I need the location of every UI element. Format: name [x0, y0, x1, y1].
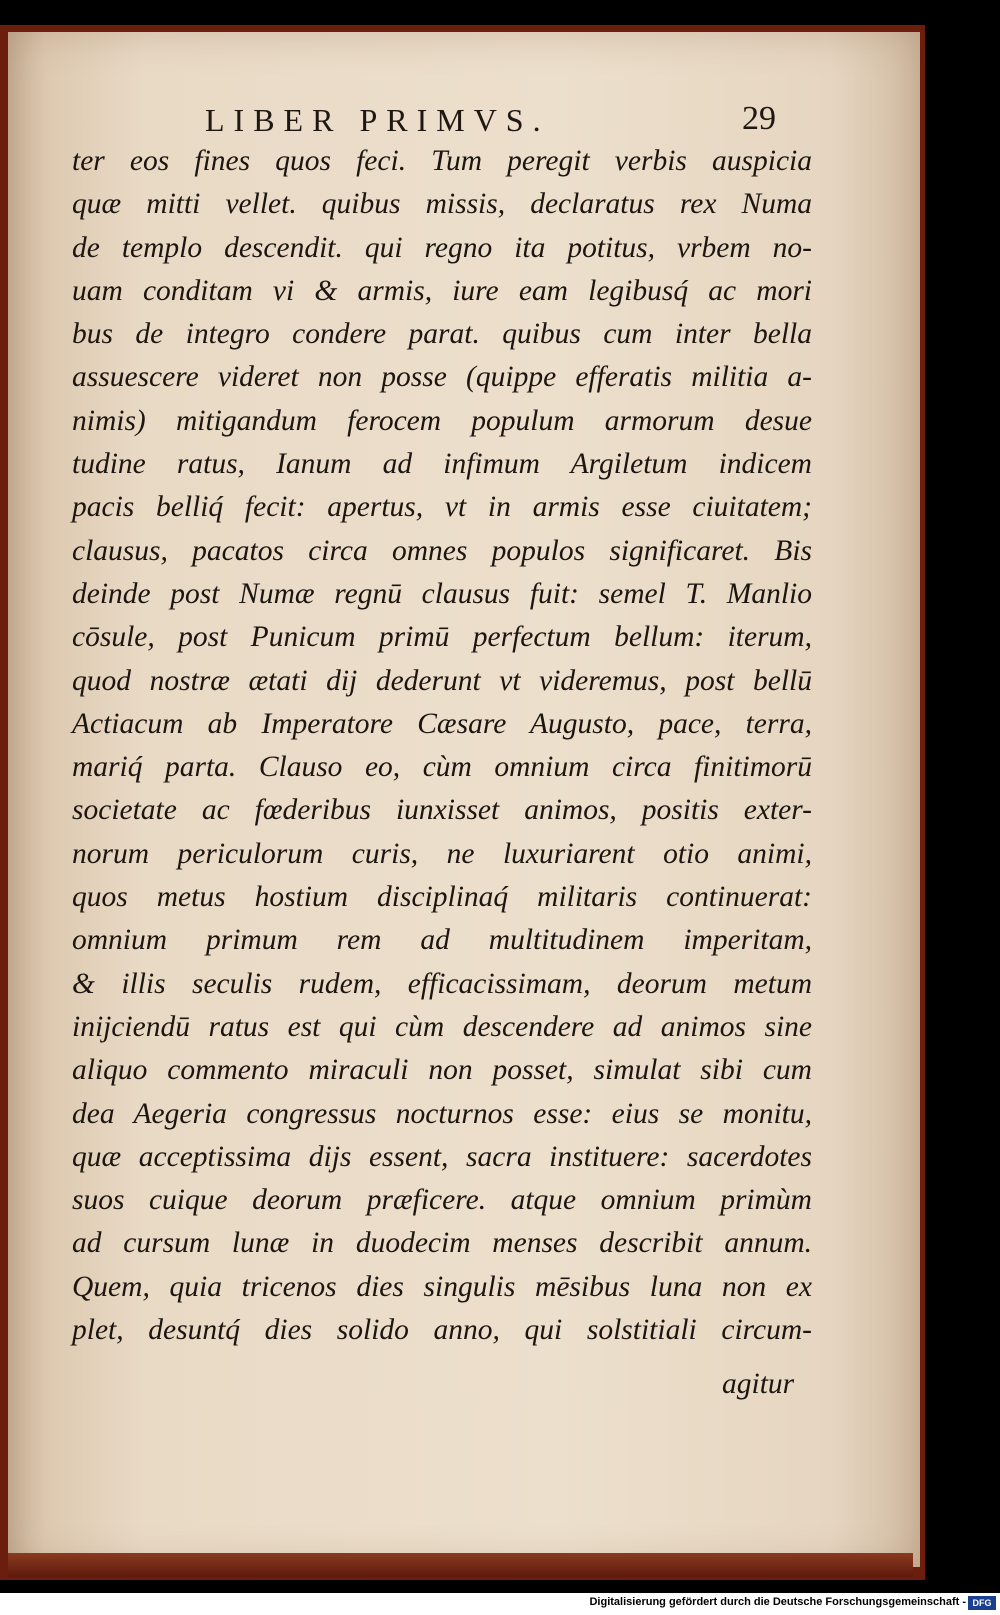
- text-line: nimis) mitigandum ferocem populum armorum desue: [72, 404, 812, 437]
- text-line: mariq́ parta. Clauso eo, cùm omnium circa finitimorū: [72, 751, 812, 784]
- text-line: quæ mitti vellet. quibus missis, declaratus rex Numa: [72, 188, 812, 221]
- footer-bar: [0, 1593, 1000, 1615]
- catchword: agitur: [722, 1368, 795, 1400]
- text-line: bus de integro condere parat. quibus cum inter bella: [72, 318, 812, 351]
- page-number: 29: [742, 100, 776, 137]
- text-line: & illis seculis rudem, efficacissimam, deorum metum: [72, 967, 812, 1000]
- text-line: tudine ratus, Ianum ad infimum Argiletum indicem: [72, 448, 812, 481]
- text-line: ter eos fines quos feci. Tum peregit verbis auspicia: [72, 145, 812, 177]
- dfg-logo-icon: DFG: [968, 1596, 996, 1610]
- text-line: quod nostræ ætati dij dederunt vt videremus, post bellū: [72, 664, 812, 697]
- text-line: norum periculorum curis, ne luxuriarent otio animi,: [72, 837, 812, 870]
- text-line: dea Aegeria congressus nocturnos esse: eius se monitu,: [72, 1097, 812, 1130]
- page-edge: [8, 1553, 913, 1577]
- text-line: omnium primum rem ad multitudinem imperitam,: [72, 924, 812, 957]
- text-line: quos metus hostium disciplinaq́ militaris continuerat:: [72, 881, 812, 914]
- text-line: uam conditam vi & armis, iure eam legibusq́ ac mori: [72, 274, 812, 307]
- text-line: societate ac fœderibus iunxisset animos, positis exter-: [72, 794, 812, 827]
- funding-credit: Digitalisierung gefördert durch die Deutsche Forschungsgemeinschaft -: [589, 1596, 966, 1608]
- text-line: suos cuique deorum præficere. atque omnium primùm: [72, 1184, 812, 1217]
- text-line: quæ acceptissima dijs essent, sacra instituere: sacerdotes: [72, 1140, 812, 1173]
- text-line: cōsule, post Punicum primū perfectum bellum: iterum,: [72, 621, 812, 654]
- text-line: Quem, quia tricenos dies singulis mēsibus luna non ex: [72, 1270, 812, 1303]
- text-line: deinde post Numæ regnū clausus fuit: semel T. Manlio: [72, 577, 812, 610]
- text-line: aliquo commento miraculi non posset, simulat sibi cum: [72, 1054, 812, 1087]
- running-head: LIBER PRIMVS.: [205, 102, 550, 138]
- text-line: clausus, pacatos circa omnes populos significaret. Bis: [72, 534, 812, 567]
- text-line: inijciendū ratus est qui cùm descendere ad animos sine: [72, 1010, 812, 1043]
- text-line: Actiacum ab Imperatore Cæsare Augusto, pace, terra,: [72, 707, 812, 740]
- text-line: plet, desuntq́ dies solido anno, qui solstitiali circum-: [72, 1314, 812, 1347]
- body-text: [72, 140, 812, 1352]
- text-line: pacis belliq́ fecit: apertus, vt in armis esse ciuitatem;: [72, 491, 812, 524]
- text-line: assuescere videret non posse (quippe efferatis militia a-: [72, 361, 812, 394]
- text-line: ad cursum lunæ in duodecim menses describit annum.: [72, 1227, 812, 1260]
- text-line: de templo descendit. qui regno ita potitus, vrbem no-: [72, 231, 812, 264]
